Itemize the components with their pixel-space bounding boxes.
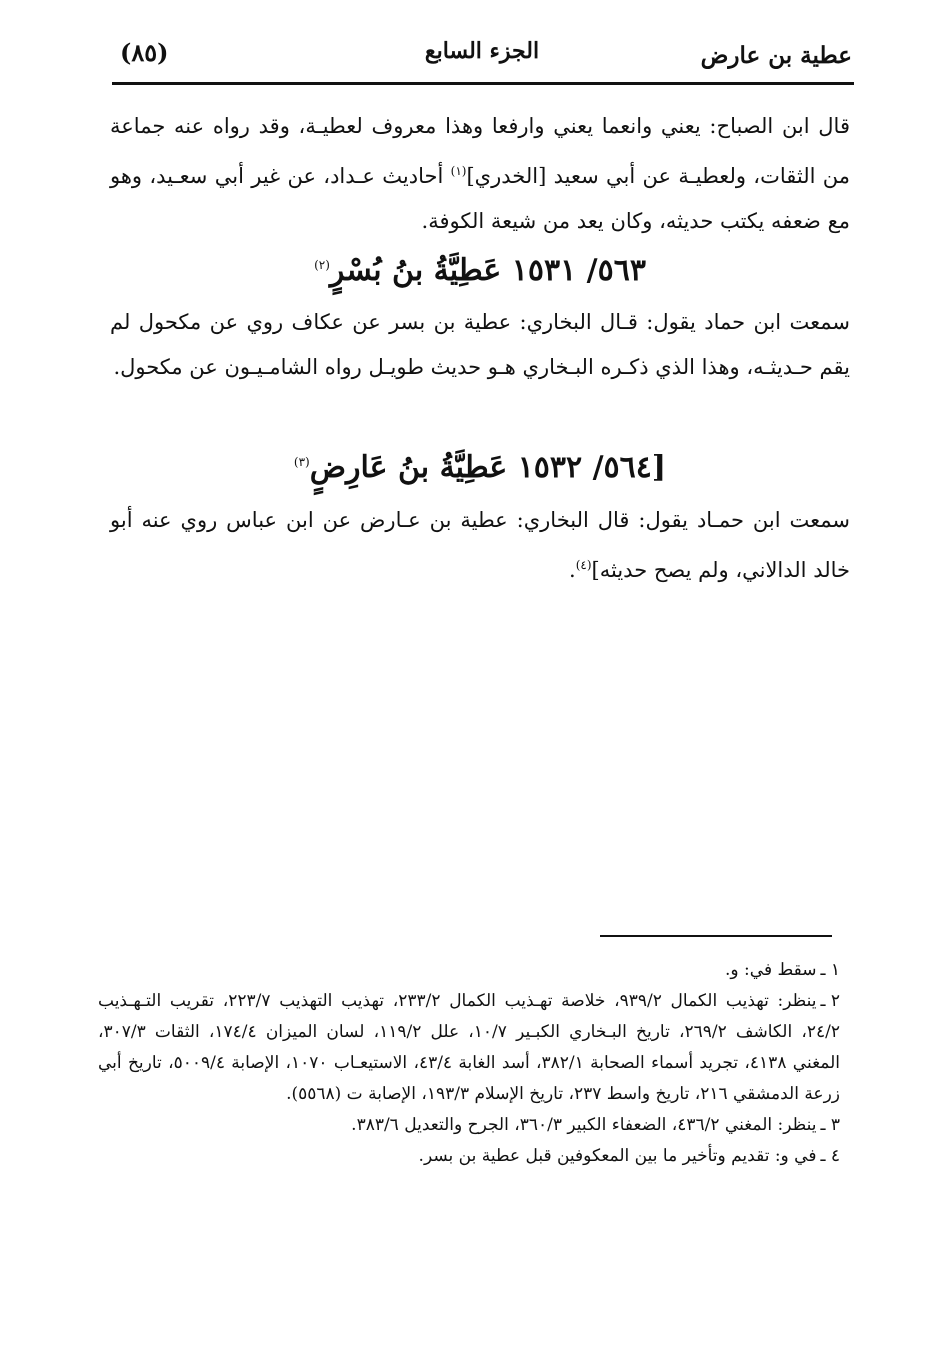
- heading-2-text: [٥٦٤/ ١٥٣٢ عَطِيَّةُ بنُ عَارِضٍ: [309, 450, 667, 485]
- footnote-2: [98, 986, 840, 1110]
- footnote-1-text: سقط في: و.: [725, 960, 817, 980]
- paragraph-3-end: .: [569, 558, 576, 582]
- footnote-4: [98, 1141, 840, 1172]
- footnotes: [98, 955, 840, 1172]
- footnote-separator: [600, 935, 832, 937]
- footnote-2-text: ينظر: تهذيب الكمال ٩٣٩/٢، خلاصة تهـذيب الكمال ٢٣٣/٢، تهذيب التهذيب ٢٢٣/٧، تقريب التـهـذيب ٢٤/٢، الكاشف ٢٦٩/٢، تاريخ البـخاري الكبـير ١٠/٧، علل ١١٩/٢، لسان الميزان ١٧٤/٤، الثقات ٣٠٧/٣، المغني ٤١٣٨، تجريد أسماء الصحابة ٣٨٢/١، أسد الغابة ٤٣/٤، الاستيعـاب ١٠٧٠، الإصابة ٥٠٠٩/٤، تاريخ أبي زرعة الدمشقي ٢١٦، تاريخ واسط ٢٣٧، تاريخ الإسلام ١٩٣/٣، الإصابة ت (٥٥٦٨).: [98, 991, 841, 1104]
- entry-heading-1532: [110, 437, 850, 493]
- footnote-3: [98, 1110, 840, 1141]
- header-divider: [112, 82, 854, 85]
- footnote-4-number: ٤ ـ: [820, 1146, 840, 1166]
- footnote-ref-1: (١): [450, 164, 467, 178]
- chapter-title: عطية بن عارض: [700, 42, 852, 69]
- footnote-ref-2: (٢): [314, 258, 330, 272]
- footnote-3-text: ينظر: المغني ٤٣٦/٢، الضعفاء الكبير ٣٦٠/٣، الجرح والتعديل ٣٨٣/٦.: [351, 1115, 817, 1135]
- paragraph-2: [110, 300, 850, 390]
- footnote-4-text: في و: تقديم وتأخير ما بين المعكوفين قبل عطية بن بسر.: [418, 1146, 817, 1166]
- page-number: (٨٥): [120, 38, 169, 67]
- paragraph-1-text-b: أحاديث عـداد، عن غير أبي سعـيد، وهو مع ضعفه يكتب حديثه، وكان يعد من شيعة الكوفة.: [110, 164, 850, 233]
- footnote-ref-4: (٤): [575, 558, 592, 572]
- footnote-3-number: ٣ ـ: [820, 1115, 840, 1135]
- footnote-ref-3: (٣): [293, 455, 310, 469]
- footnote-2-number: ٢ ـ: [820, 991, 840, 1011]
- entry-heading-1531: [110, 240, 850, 296]
- paragraph-1: [110, 104, 850, 244]
- paragraph-1-text-a: قال ابن الصباح: يعني وانعما يعني وارفعا وهذا معروف لعطيـة، وقد رواه عنه جماعة من الثقات، ولعطيـة عن أبي سعيد [الخدري]: [110, 114, 850, 188]
- page-header: [112, 30, 852, 82]
- paragraph-3: [110, 498, 850, 593]
- footnote-1: [98, 955, 840, 986]
- volume-title: الجزء السابع: [424, 38, 540, 64]
- heading-1-text: ٥٦٣/ ١٥٣١ عَطِيَّةُ بنُ بُسْرٍ: [329, 253, 646, 288]
- footnote-1-number: ١ ـ: [820, 960, 840, 980]
- paragraph-3-text: سمعت ابن حمـاد يقول: قال البخاري: عطية بن عـارض عن ابن عباس روي عنه أبو خالد الدالاني، ولم يصح حديثه]: [110, 508, 850, 582]
- paragraph-2-text: سمعت ابن حماد يقول: قـال البخاري: عطية بن بسر عن عكاف روي عن مكحول لم يقم حـديثـه، وهذا الذي ذكـره البـخاري هـو حديث طويـل رواه الشامـيـون عن مكحول.: [110, 310, 850, 379]
